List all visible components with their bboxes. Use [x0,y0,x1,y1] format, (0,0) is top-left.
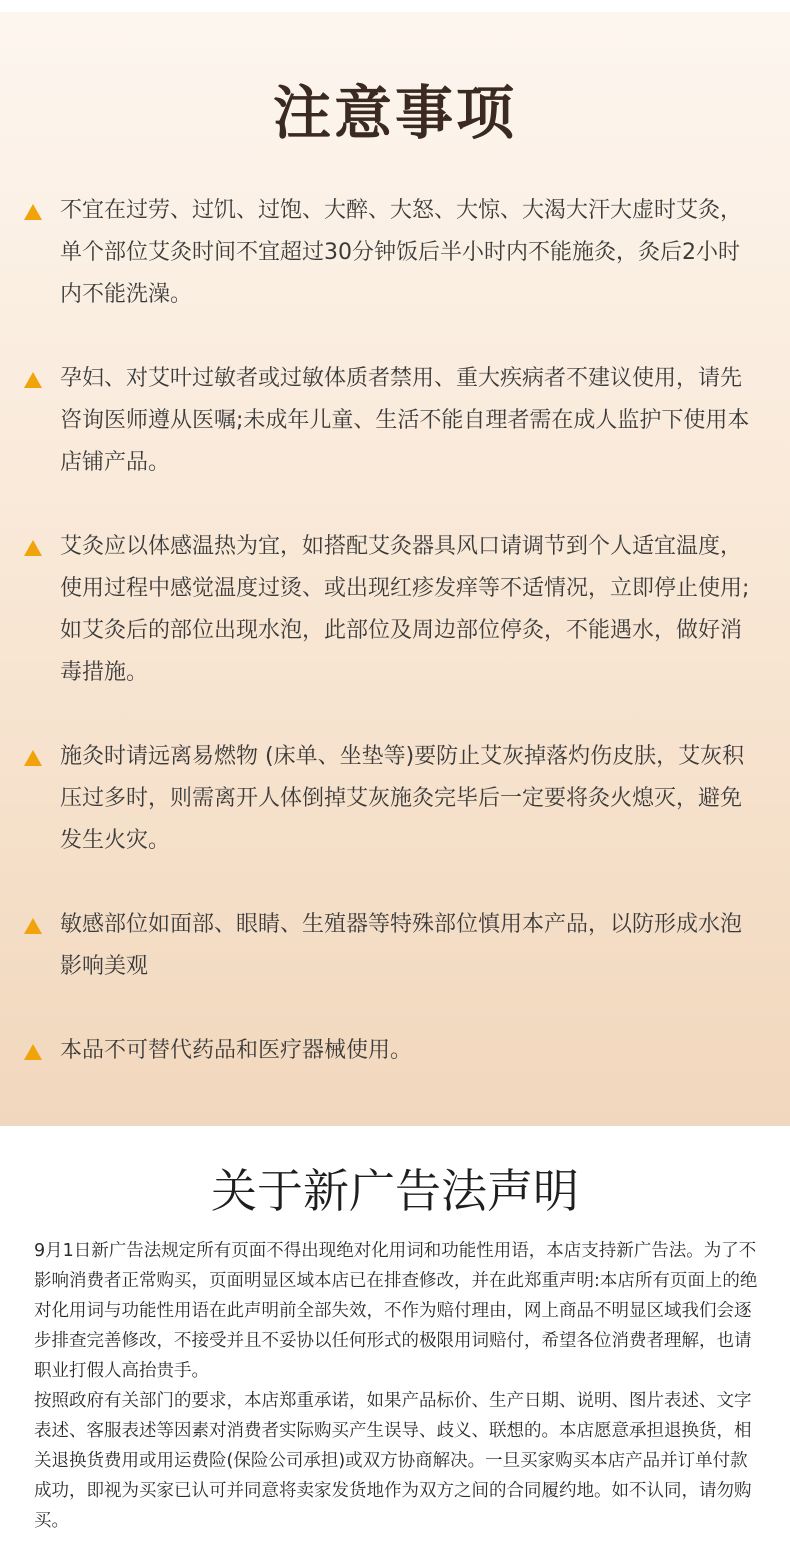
notice-item-text: 不宜在过劳、过饥、过饱、大醉、大怒、大惊、大渴大汗大虚时艾灸，单个部位艾灸时间不宜超过30分钟饭后半小时内不能施灸，灸后2小时内不能洗澡。 [60,198,743,307]
warning-triangle-icon [24,918,42,934]
statement-paragraph: 按照政府有关部门的要求，本店郑重承诺，如果产品标价、生产日期、说明、图片表述、文字表述、客服表述等因素对消费者实际购买产生误导、歧义、联想的。本店愿意承担退换货，相关退换货费用或用运费险(保险公司承担)或双方协商解决。一旦买家购买本店产品并订单付款成功，即视为买家已认可并同意将卖家发货地作为双方之间的合同履约地。如不认同，请勿购买。 [34,1391,752,1531]
warning-triangle-icon [24,540,42,556]
warning-triangle-icon [24,204,42,220]
notice-item-text: 敏感部位如面部、眼睛、生殖器等特殊部位慎用本产品，以防形成水泡影响美观 [60,912,743,979]
notice-item-text: 孕妇、对艾叶过敏者或过敏体质者禁用、重大疾病者不建议使用，请先咨询医师遵从医嘱;未成年儿童、生活不能自理者需在成人监护下使用本店铺产品。 [60,366,750,475]
top-strip [0,0,790,12]
warning-triangle-icon [24,372,42,388]
notice-section [0,12,790,1126]
notice-item-text: 施灸时请远离易燃物 (床单、坐垫等)要防止艾灰掉落灼伤皮肤，艾灰积压过多时，则需离开人体倒掉艾灰施灸完毕后一定要将灸火熄灭，避免发生火灾。 [60,744,745,853]
ad-law-statement-body [34,1236,760,1536]
ad-law-statement-section [0,1126,790,1552]
notice-item-text: 本品不可替代药品和医疗器械使用。 [60,1038,413,1063]
warning-triangle-icon [24,1044,42,1060]
ad-law-statement-title: 关于新广告法声明 [211,1164,579,1218]
notice-title: 注意事项 [272,79,517,147]
statement-paragraph: 9月1日新广告法规定所有页面不得出现绝对化用词和功能性用语，本店支持新广告法。为了不影响消费者正常购买，页面明显区域本店已在排查修改，并在此郑重声明:本店所有页面上的绝对化用词与功能性用语在此声明前全部失效，不作为赔付理由，网上商品不明显区域我们会逐步排查完善修改，不接受并且不妥协以任何形式的极限用词赔付，希望各位消费者理解，也请职业打假人高抬贵手。 [34,1241,758,1381]
warning-triangle-icon [24,750,42,766]
notice-item-text: 艾灸应以体感温热为宜，如搭配艾灸器具风口请调节到个人适宜温度，使用过程中感觉温度过烫、或出现红疹发痒等不适情况，立即停止使用;如艾灸后的部位出现水泡，此部位及周边部位停灸，不能遇水，做好消毒措施。 [60,534,750,685]
